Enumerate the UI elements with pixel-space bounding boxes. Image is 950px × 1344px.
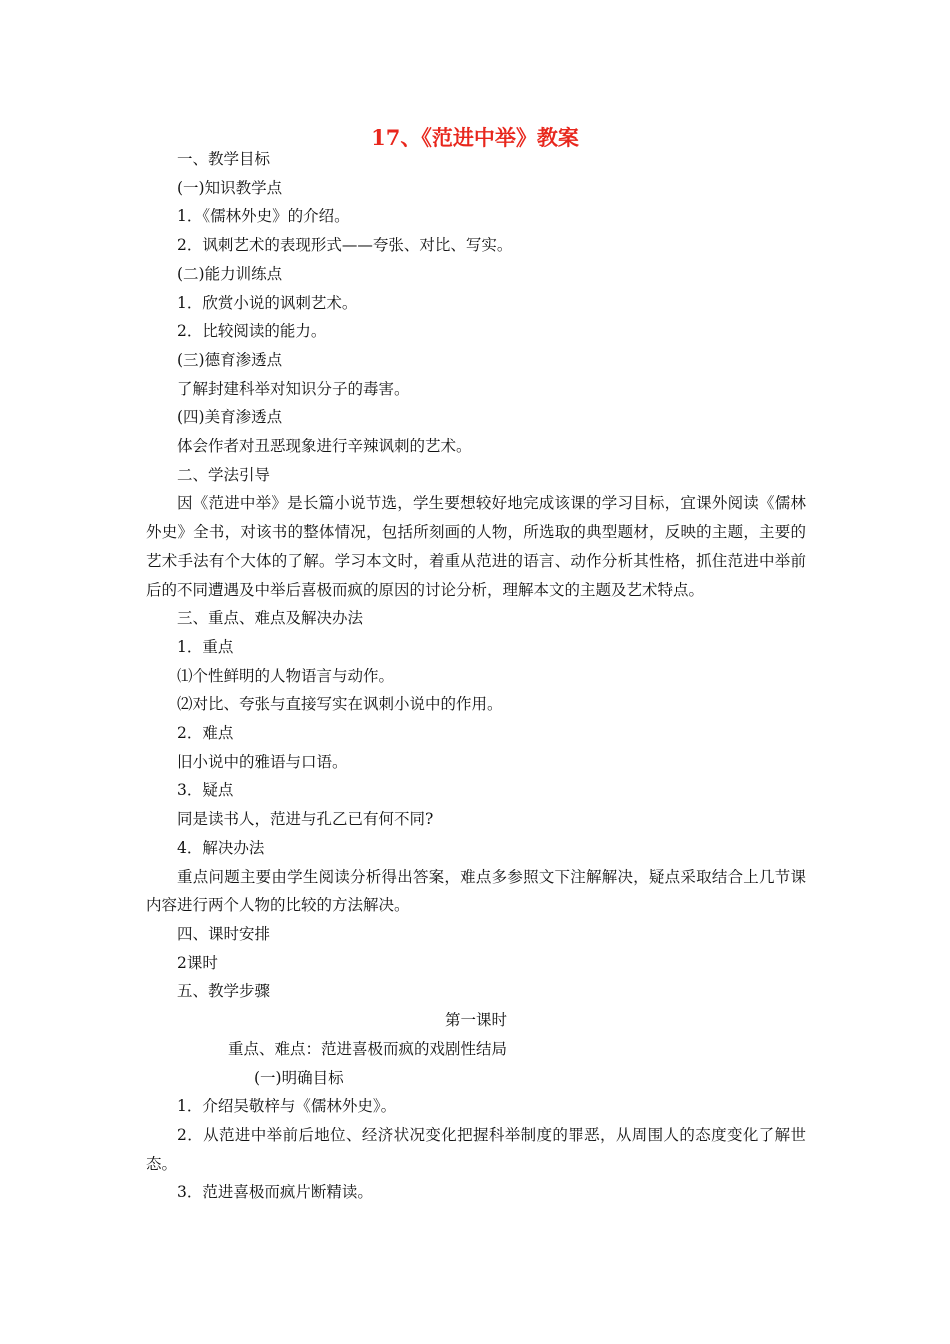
lesson-heading: 第一课时 bbox=[444, 1011, 507, 1030]
list-item: 1．介绍吴敬梓与《儒林外史》。 bbox=[177, 1097, 397, 1116]
list-item: 1．欣赏小说的讽刺艺术。 bbox=[177, 293, 358, 312]
list-item: 3．疑点 bbox=[177, 781, 234, 800]
paragraph: 重点问题主要由学生阅读分析得出答案，难点多参照文下注解解决，疑点采取结合上几节课内容进行两个人物的比较的方法解决。 bbox=[146, 867, 806, 915]
subsection-heading: (二)能力训练点 bbox=[177, 264, 283, 283]
document-body bbox=[146, 145, 806, 1207]
section-heading: 一、教学目标 bbox=[177, 150, 271, 168]
list-item: 体会作者对丑恶现象进行辛辣讽刺的艺术。 bbox=[177, 437, 472, 456]
paragraph: 2．从范进中举前后地位、经济状况变化把握科举制度的罪恶，从周围人的态度变化了解世态。 bbox=[146, 1125, 806, 1173]
list-item: 2．讽刺艺术的表现形式——夸张、对比、写实。 bbox=[177, 236, 513, 255]
subsection-heading: (三)德育渗透点 bbox=[177, 350, 283, 369]
list-item: 旧小说中的雅语与口语。 bbox=[177, 752, 348, 771]
list-item: ⑵对比、夸张与直接写实在讽刺小说中的作用。 bbox=[177, 695, 503, 714]
document-title: 17、《范进中举》教案 bbox=[371, 125, 579, 150]
paragraph: 因《范进中举》是长篇小说节选，学生要想较好地完成该课的学习目标，宜课外阅读《儒林外史》全书，对该书的整体情况，包括所刻画的人物，所选取的典型题材，反映的主题，主要的艺术手法有个大体的了解。学习本文时，着重从范进的语言、动作分析其性格，抓住范进中举前后的不同遭遇及中举后喜极而疯的原因的讨论分析，理解本文的主题及艺术特点。 bbox=[146, 494, 806, 599]
list-item: ⑴个性鲜明的人物语言与动作。 bbox=[177, 666, 395, 685]
lesson-focus: 重点、难点：范进喜极而疯的戏剧性结局 bbox=[228, 1039, 508, 1058]
list-item: 3．范进喜极而疯片断精读。 bbox=[177, 1183, 373, 1202]
subsection-heading: (一)明确目标 bbox=[254, 1068, 344, 1087]
list-item: 了解封建科举对知识分子的毒害。 bbox=[177, 379, 410, 398]
list-item: 4．解决办法 bbox=[177, 838, 265, 857]
section-heading: 二、学法引导 bbox=[177, 465, 271, 484]
section-heading: 五、教学步骤 bbox=[177, 982, 271, 1001]
subsection-heading: (四)美育渗透点 bbox=[177, 408, 283, 427]
list-item: 2课时 bbox=[177, 953, 218, 972]
list-item: 2．难点 bbox=[177, 724, 234, 743]
section-heading: 三、重点、难点及解决办法 bbox=[177, 609, 364, 628]
section-heading: 四、课时安排 bbox=[177, 924, 271, 943]
subsection-heading: (一)知识教学点 bbox=[177, 178, 283, 197]
list-item: 2．比较阅读的能力。 bbox=[177, 322, 327, 341]
list-item: 同是读书人，范进与孔乙已有何不同? bbox=[177, 810, 434, 829]
list-item: 1．重点 bbox=[177, 637, 234, 656]
list-item: 1．《儒林外史》的介绍。 bbox=[177, 207, 350, 226]
